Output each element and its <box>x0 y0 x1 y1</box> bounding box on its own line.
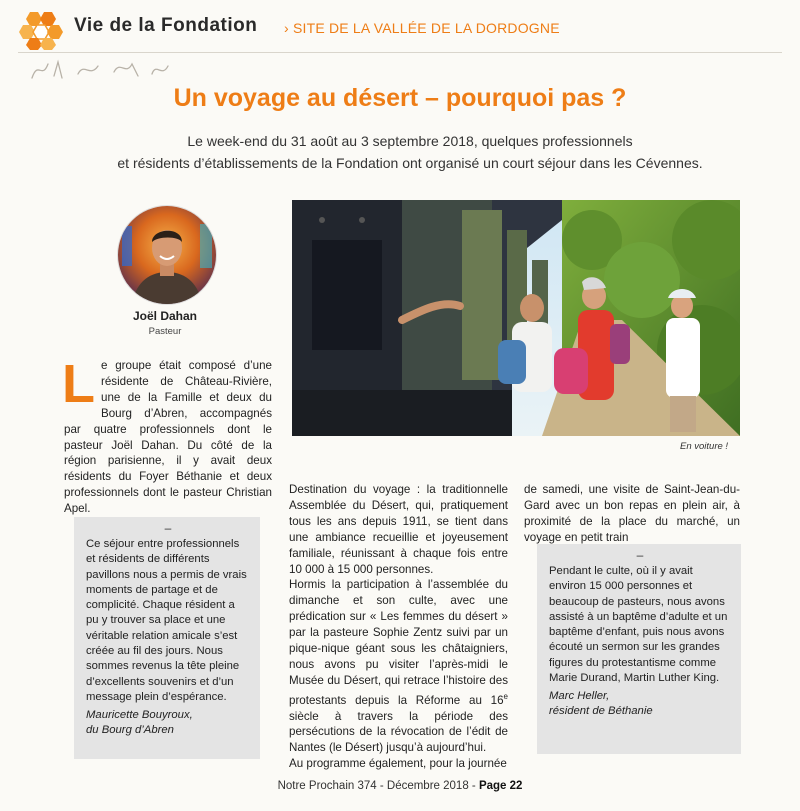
page-number: Page 22 <box>478 780 523 792</box>
author-name: Joël Dahan <box>132 309 198 323</box>
quote-dash: – <box>636 548 644 562</box>
quote-dash: – <box>164 521 172 535</box>
quote-text: Ce séjour entre professionnels et résidents de différents pavillons nous a permis de vrais moments de partage et de complicité. Chaque résident a pu y trouver sa place et une véritable relation amicale s’est créée au fil des jours. Nous sommes revenus la tête pleine d’excellents souvenirs et d’un message plein d’espérance. <box>86 538 247 703</box>
intro-line-1: Le week-end du 31 août au 3 septembre 2018, quelques professionnels <box>187 133 633 149</box>
drop-cap: L <box>62 354 95 414</box>
author-avatar <box>117 205 217 305</box>
article-title: Un voyage au désert – pourquoi pas ? <box>173 84 627 112</box>
quote-text: Pendant le culte, où il y avait environ 15 000 personnes et beaucoup de pasteurs, nous avons assisté à un baptême d’adulte et un baptême d’enfant, puis nous avons écouté un sermon sur les grandes figures du protestantisme comme Marie Durand, Martin Luther King. <box>549 565 728 685</box>
quote-signature-place: résident de Béthanie <box>549 705 653 718</box>
quote-box-left <box>74 517 260 759</box>
middle-paragraph-2 <box>289 577 508 756</box>
section-subtitle: › SITE DE LA VALLÉE DE LA DORDOGNE <box>284 20 560 36</box>
quote-box-right <box>537 544 741 754</box>
quote-signature-name: Mauricette Bouyroux, <box>86 709 193 722</box>
page-footer <box>0 780 800 792</box>
middle-paragraph-2-start: Hormis la participation à l’assemblée du dimanche et son culte, avec une prédication sur « Les femmes du désert » par la pasteure Sophie Zentz suivi par un pique-nique géant sous les châtaigniers, nous avons pu visiter l’après-midi le Musée du Désert, qui retrace l’histoire des protestants depuis la Réforme au 16 <box>289 578 508 707</box>
middle-paragraph-3: Au programme également, pour la journée <box>289 757 507 771</box>
portrait-avatar <box>118 206 216 304</box>
author-role: Pasteur <box>148 326 182 337</box>
article-intro <box>60 130 760 174</box>
superscript-e: e <box>503 691 508 701</box>
photo-caption: En voiture ! <box>680 441 729 452</box>
left-column-paragraph: e groupe était composé d’une résidente de Château-Rivière, une de la Famille et deux du Bourg d’Abren, accompagnés par quatre professionnels dont le pasteur Joël Dahan. Du côté de la région parisienne, il y avait deux résidents du Foyer Béthanie et deux professionnels dont le pasteur Christian Apel. <box>64 359 272 516</box>
quote-signature <box>549 689 731 719</box>
section-title: Vie de la Fondation <box>74 15 258 36</box>
middle-column-text <box>289 482 508 772</box>
quote-signature <box>86 708 250 738</box>
train-photo <box>292 200 740 436</box>
header-divider <box>18 52 782 53</box>
middle-paragraph-1: Destination du voyage : la traditionnelle Assemblée du Désert, qui, pratiquement tous les ans depuis 1911, se tient dans une ambiance recueillie et joyeusement familiale, réunissant à chaque fois entre 10 000 à 15 000 personnes. <box>289 483 508 576</box>
quote-signature-place: du Bourg d’Abren <box>86 724 174 737</box>
middle-paragraph-2-end: siècle à travers la période des persécutions de la révocation de l’édit de Nantes (le Désert) jusqu’à aujourd’hui. <box>289 709 508 755</box>
right-column-text: de samedi, une visite de Saint-Jean-du-Gard avec un bon repas en plein air, à proximité de la place du marché, un voyage en petit train <box>524 483 740 544</box>
honeycomb-icon <box>18 10 64 50</box>
handwriting-mark <box>28 56 178 84</box>
quote-signature-name: Marc Heller, <box>549 690 610 703</box>
footer-issue: Notre Prochain 374 - Décembre 2018 - <box>277 780 479 792</box>
intro-line-2: et résidents d’établissements de la Fondation ont organisé un court séjour dans les Cévennes. <box>117 155 703 171</box>
left-column-text <box>62 354 272 517</box>
